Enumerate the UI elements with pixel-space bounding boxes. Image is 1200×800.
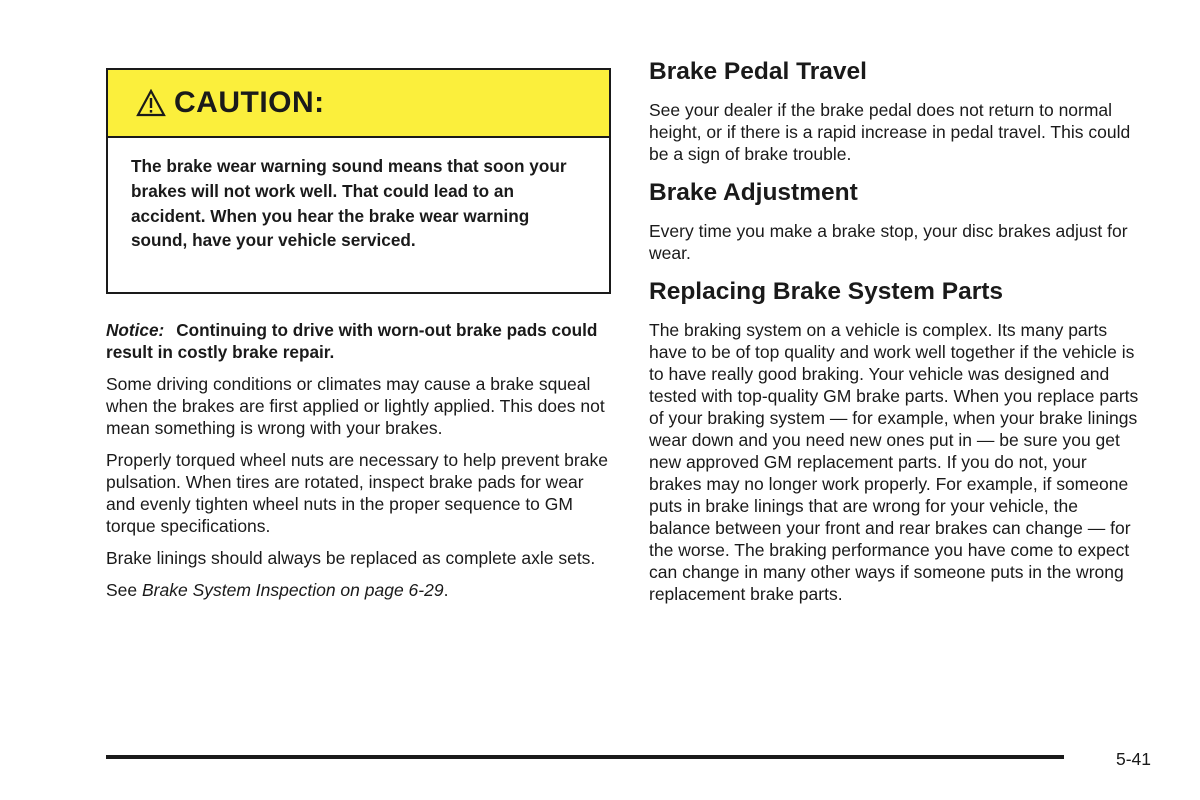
notice-label: Notice: bbox=[106, 320, 165, 340]
cross-reference-link[interactable]: Brake System Inspection on page 6-29 bbox=[142, 580, 444, 600]
caution-header bbox=[108, 70, 609, 138]
paragraph-wheel-nuts: Properly torqued wheel nuts are necessary to help prevent brake pulsation. When tires are rotated, inspect brake pads for wear and evenly tighten wheel nuts in the proper sequence to GM torque specifications. bbox=[106, 450, 608, 536]
caution-title: CAUTION: bbox=[174, 86, 325, 119]
see-suffix: . bbox=[443, 580, 449, 600]
see-reference bbox=[106, 579, 611, 601]
notice-text: Continuing to drive with worn-out brake pads could result in costly brake repair. bbox=[106, 320, 598, 362]
footer-divider bbox=[106, 755, 1064, 759]
see-prefix: See bbox=[106, 580, 142, 600]
heading-replacing-brake-system-parts: Replacing Brake System Parts bbox=[649, 278, 1004, 305]
paragraph-brake-adjustment: Every time you make a brake stop, your disc brakes adjust for wear. bbox=[649, 221, 1128, 263]
paragraph-replacing-brake-system-parts: The braking system on a vehicle is complex. Its many parts have to be of top quality and work well together if the vehicle is to have really good braking. Your vehicle was designed and tested with top-quality GM brake parts. When you replace parts of your braking system — for example, when your brake linings wear down and you need new ones put in — be sure you get new approved GM replacement parts. If you do not, your brakes may no longer work properly. For example, if someone puts in brake linings that are wrong for your vehicle, the balance between your front and rear brakes can change — for the worse. The braking performance you have come to expect can change in many other ways if someone puts in the wrong replacement brake parts. bbox=[649, 320, 1139, 604]
heading-brake-pedal-travel: Brake Pedal Travel bbox=[649, 58, 867, 85]
left-column bbox=[106, 68, 611, 601]
right-column bbox=[649, 57, 1139, 605]
heading-brake-adjustment: Brake Adjustment bbox=[649, 179, 858, 206]
page-number: 5-41 bbox=[1116, 749, 1152, 769]
paragraph-brake-linings: Brake linings should always be replaced as complete axle sets. bbox=[106, 548, 596, 568]
caution-text: The brake wear warning sound means that soon your brakes will not work well. That could lead to an accident. When you hear the brake wear warning sound, have your vehicle serviced. bbox=[131, 156, 567, 251]
paragraph-brake-squeal: Some driving conditions or climates may cause a brake squeal when the brakes are first applied or lightly applied. This does not mean something is wrong with your brakes. bbox=[106, 374, 605, 438]
notice bbox=[106, 319, 611, 363]
paragraph-brake-pedal-travel: See your dealer if the brake pedal does not return to normal height, or if there is a rapid increase in pedal travel. This could be a sign of brake trouble. bbox=[649, 100, 1131, 164]
warning-triangle-icon bbox=[136, 89, 166, 117]
caution-box bbox=[106, 68, 611, 294]
